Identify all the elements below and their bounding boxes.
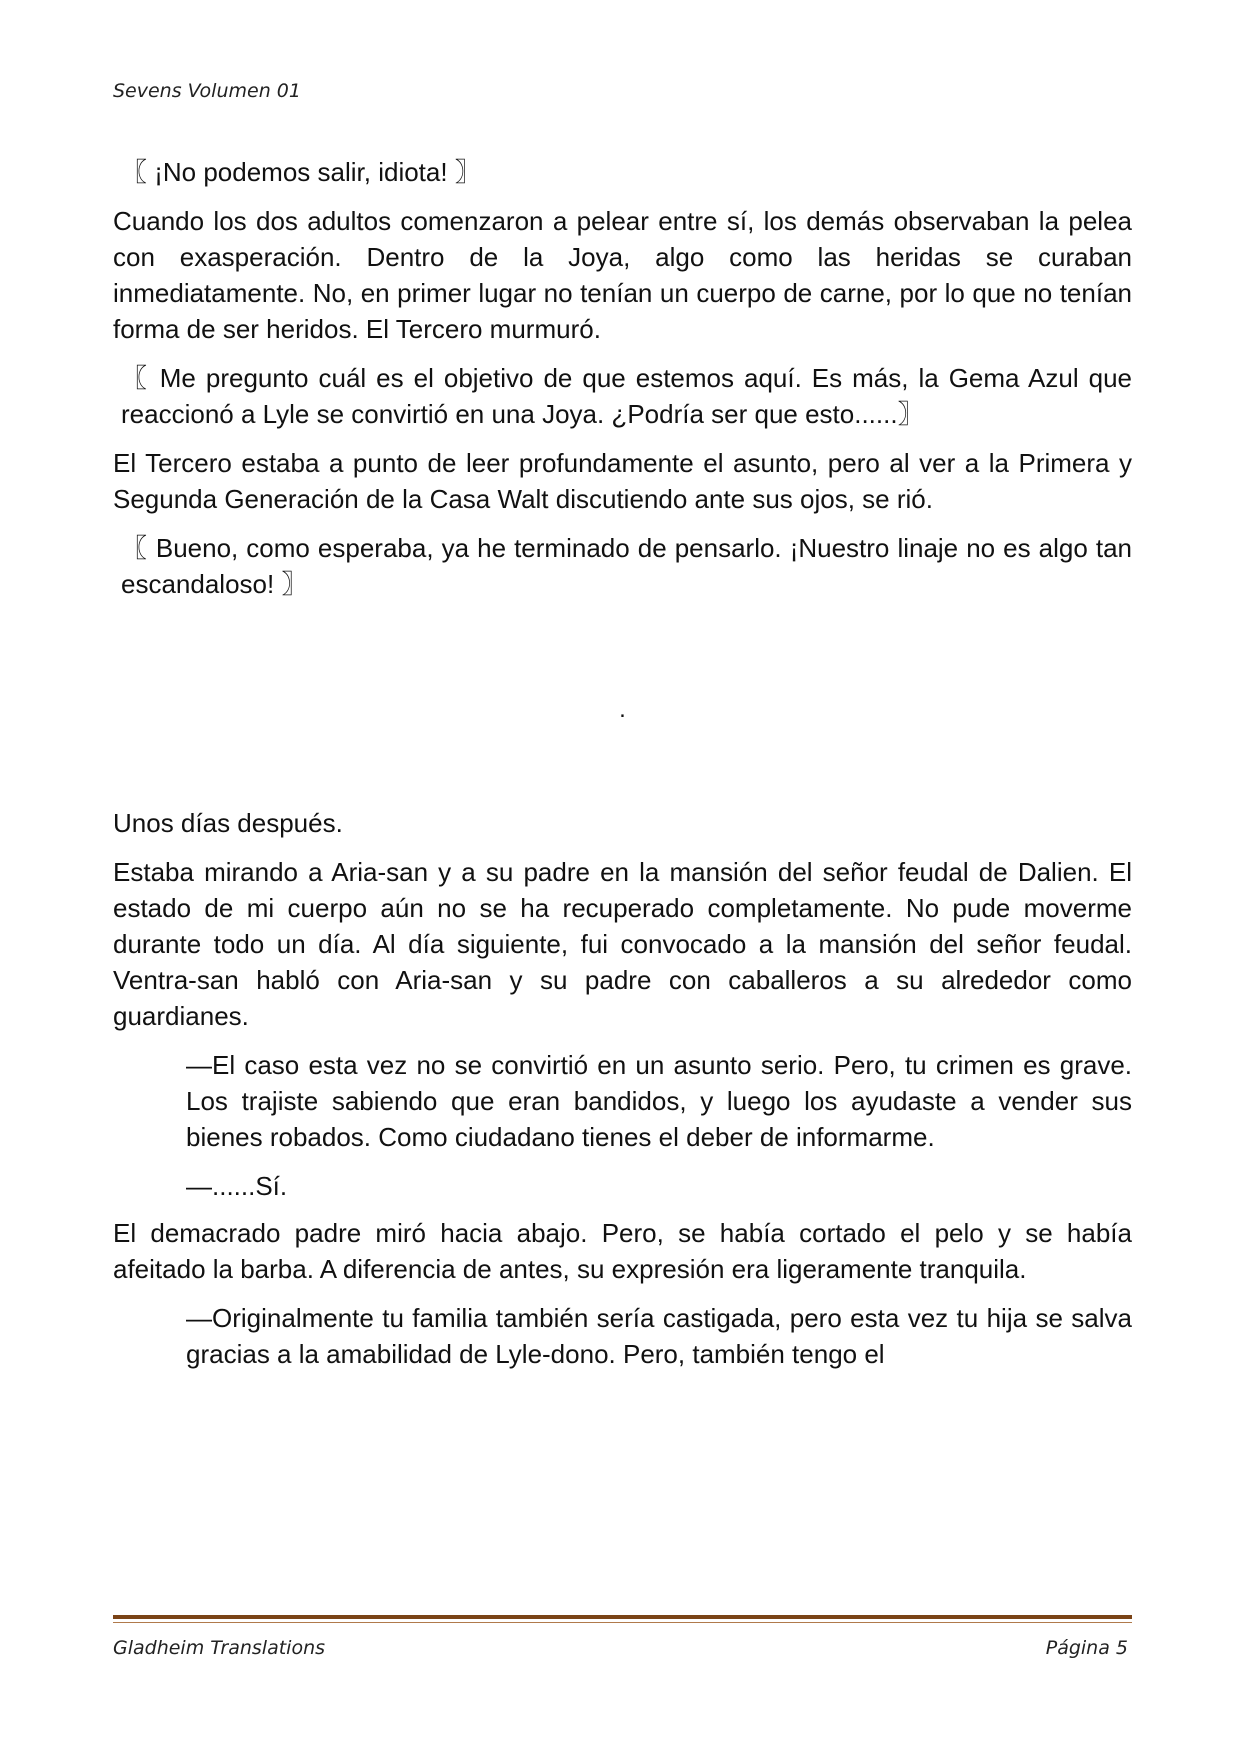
paragraph: 〖 Bueno, como esperaba, ya he terminado de pensarlo. ¡Nuestro linaje no es algo tan escandaloso! 〗: [121, 533, 1132, 599]
paragraph: Unos días después.: [113, 808, 343, 838]
running-header: Sevens Volumen 01: [113, 80, 301, 102]
paragraph: —El caso esta vez no se convirtió en un asunto serio. Pero, tu crimen es grave. Los trajiste sabiendo que eran bandidos, y luego los ayudaste a vender sus bienes robados. Como ciudadano tienes el deber de informarme.: [186, 1050, 1132, 1152]
scene-separator: .: [619, 696, 626, 723]
footer-publisher: Gladheim Translations: [113, 1637, 326, 1659]
paragraph: —Originalmente tu familia también sería castigada, pero esta vez tu hija se salva gracias a la amabilidad de Lyle-dono. Pero, también tengo el: [186, 1303, 1132, 1369]
paragraph: 〖 ¡No podemos salir, idiota! 〗: [121, 157, 481, 187]
page-body: [113, 154, 1132, 1385]
footer-rule: [113, 1615, 1132, 1623]
paragraph: El Tercero estaba a punto de leer profundamente el asunto, pero al ver a la Primera y Segunda Generación de la Casa Walt discutiendo ante sus ojos, se rió.: [113, 448, 1132, 514]
paragraph: El demacrado padre miró hacia abajo. Pero, se había cortado el pelo y se había afeitado la barba. A diferencia de antes, su expresión era ligeramente tranquila.: [113, 1218, 1132, 1284]
paragraph: Cuando los dos adultos comenzaron a pelear entre sí, los demás observaban la pelea con exasperación. Dentro de la Joya, algo como las heridas se curaban inmediatamente. No, en primer lugar no tenían un cuerpo de carne, por lo que no tenían forma de ser heridos. El Tercero murmuró.: [113, 206, 1132, 344]
page-number: Página 5: [1045, 1637, 1128, 1659]
paragraph: 〖 Me pregunto cuál es el objetivo de que estemos aquí. Es más, la Gema Azul que reaccionó a Lyle se convirtió en una Joya. ¿Podría ser que esto......〗: [121, 363, 1132, 429]
paragraph: Estaba mirando a Aria-san y a su padre en la mansión del señor feudal de Dalien. El estado de mi cuerpo aún no se ha recuperado completamente. No pude moverme durante todo un día. Al día siguiente, fui convocado a la mansión del señor feudal. Ventra-san habló con Aria-san y su padre con caballeros a su alrededor como guardianes.: [113, 857, 1132, 1031]
paragraph: —......Sí.: [186, 1171, 288, 1201]
